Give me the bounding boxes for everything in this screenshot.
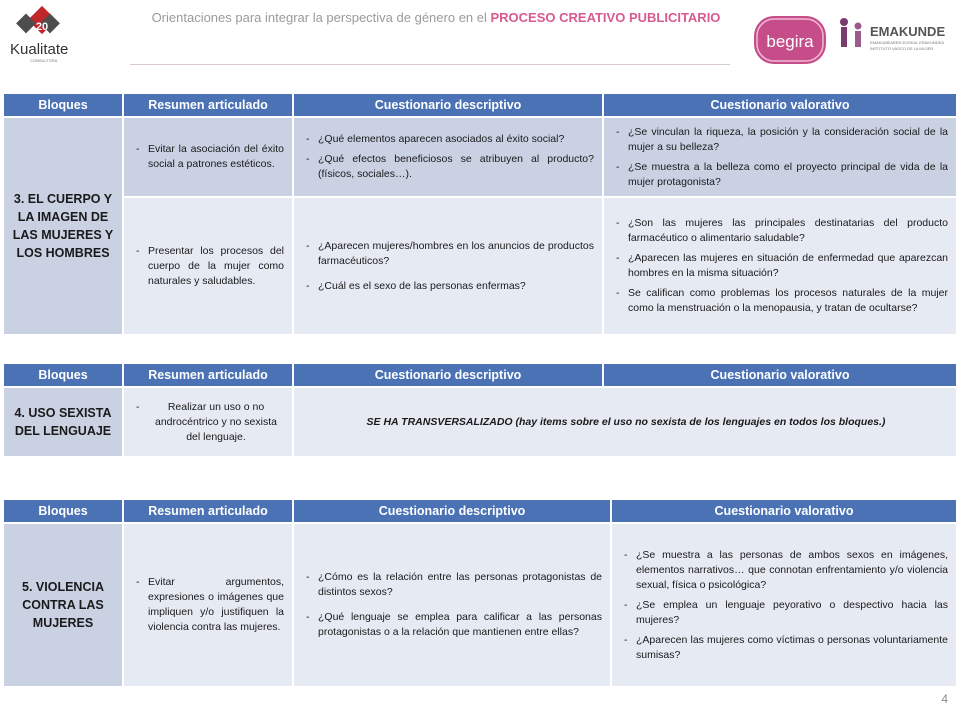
col-header-valorativo: Cuestionario valorativo [603, 363, 957, 387]
table-row [3, 197, 957, 335]
col-header-descriptivo: Cuestionario descriptivo [293, 93, 603, 117]
document-title [136, 10, 736, 25]
page-number: 4 [941, 692, 948, 706]
list-item: - ¿Aparecen las mujeres como víctimas o personas voluntariamente sumisas? [622, 633, 948, 663]
list-item: - ¿Aparecen mujeres/hombres en los anuncios de productos farmacéuticos? [304, 239, 594, 269]
col-header-resumen: Resumen articulado [123, 363, 293, 387]
col-header-bloques: Bloques [3, 499, 123, 523]
list-item: - Realizar un uso o no androcéntrico y no sexista del lenguaje. [134, 400, 284, 445]
table-row [3, 523, 957, 687]
table-row [3, 117, 957, 197]
list-item: - ¿Qué elementos aparecen asociados al éxito social? [304, 132, 594, 147]
list-item: - ¿Cuál es el sexo de las personas enfermas? [304, 279, 594, 294]
list-item: - ¿Qué efectos beneficiosos se atribuyen al producto? (físicos, sociales…). [304, 152, 594, 182]
col-header-bloques: Bloques [3, 363, 123, 387]
kualitate-logo [6, 4, 126, 64]
block-label: 3. EL CUERPO Y LA IMAGEN DE LAS MUJERES Y LOS HOMBRES [3, 117, 123, 335]
title-highlight: PROCESO CREATIVO PUBLICITARIO [490, 10, 721, 25]
resumen-cell [123, 387, 293, 457]
valorativo-cell [603, 117, 957, 197]
table-block-3 [2, 92, 958, 336]
valorativo-cell [611, 523, 957, 687]
list-item: - Evitar la asociación del éxito social a patrones estéticos. [134, 142, 284, 172]
title-prefix: Orientaciones para integrar la perspectiva de género en el [151, 10, 491, 25]
table-row [3, 387, 957, 457]
col-header-descriptivo: Cuestionario descriptivo [293, 499, 611, 523]
table-block-4 [2, 362, 958, 458]
list-item: - Presentar los procesos del cuerpo de la mujer como naturales y saludables. [134, 244, 284, 289]
list-item: - ¿Se emplea un lenguaje peyorativo o despectivo hacia las mujeres? [622, 598, 948, 628]
begira-logo [752, 12, 828, 68]
list-item: - ¿Cómo es la relación entre las personas protagonistas de distintos sexos? [304, 570, 602, 600]
list-item: - ¿Qué lenguaje se emplea para calificar a las personas protagonistas o a la relación que mantienen entre ellas? [304, 610, 602, 640]
list-item: - ¿Se muestra a las personas de ambos sexos en imágenes, elementos narrativos… que connotan enfrentamiento y/o violencia sexual, física o psicológica? [622, 548, 948, 593]
table-block-5 [2, 498, 958, 688]
block-label: 4. USO SEXISTA DEL LENGUAJE [3, 387, 123, 457]
transversal-note: SE HA TRANSVERSALIZADO (hay items sobre el uso no sexista de los lenguajes en todos los bloques.) [293, 387, 957, 457]
table-header-row [3, 93, 957, 117]
descriptivo-cell [293, 117, 603, 197]
begira-logo-text: begira [766, 32, 814, 51]
col-header-bloques: Bloques [3, 93, 123, 117]
list-item: - ¿Se vinculan la riqueza, la posición y la consideración social de la mujer a su belleza? [614, 125, 948, 155]
header-divider [130, 64, 730, 65]
table-header-row [3, 499, 957, 523]
col-header-descriptivo: Cuestionario descriptivo [293, 363, 603, 387]
resumen-cell [123, 117, 293, 197]
logo-badge-text: 20 [35, 21, 49, 33]
logo-sub-text: CONSULTORA [30, 58, 58, 63]
block-label: 5. VIOLENCIA CONTRA LAS MUJERES [3, 523, 123, 687]
logo-name-text: Kualitate [10, 41, 69, 58]
emakunde-logo [832, 14, 958, 68]
emakunde-logo-text: EMAKUNDE [870, 24, 946, 39]
resumen-cell [123, 197, 293, 335]
table-header-row [3, 363, 957, 387]
list-item: - ¿Son las mujeres las principales destinatarias del producto farmacéutico o alimentario saludable? [614, 216, 948, 246]
list-item: - Evitar argumentos, expresiones o imágenes que impliquen y/o justifiquen la violencia contra las mujeres. [134, 575, 284, 635]
resumen-cell [123, 523, 293, 687]
page-header [0, 0, 960, 80]
descriptivo-cell [293, 197, 603, 335]
list-item: - ¿Aparecen las mujeres en situación de enfermedad que aparezcan hombres en la misma situación? [614, 251, 948, 281]
list-item: - ¿Se muestra a la belleza como el proyecto principal de vida de la mujer protagonista? [614, 160, 948, 190]
list-item: - Se califican como problemas los procesos naturales de la mujer como la menstruación o la menopausia, y tratan de ocultarse? [614, 286, 948, 316]
col-header-valorativo: Cuestionario valorativo [603, 93, 957, 117]
emakunde-sub1: EMAKUMEAREN EUSKAL ERAKUNDEA [870, 40, 945, 45]
col-header-resumen: Resumen articulado [123, 93, 293, 117]
col-header-valorativo: Cuestionario valorativo [611, 499, 957, 523]
valorativo-cell [603, 197, 957, 335]
descriptivo-cell [293, 523, 611, 687]
col-header-resumen: Resumen articulado [123, 499, 293, 523]
emakunde-sub2: INSTITUTO VASCO DE LA MUJER [870, 46, 934, 51]
